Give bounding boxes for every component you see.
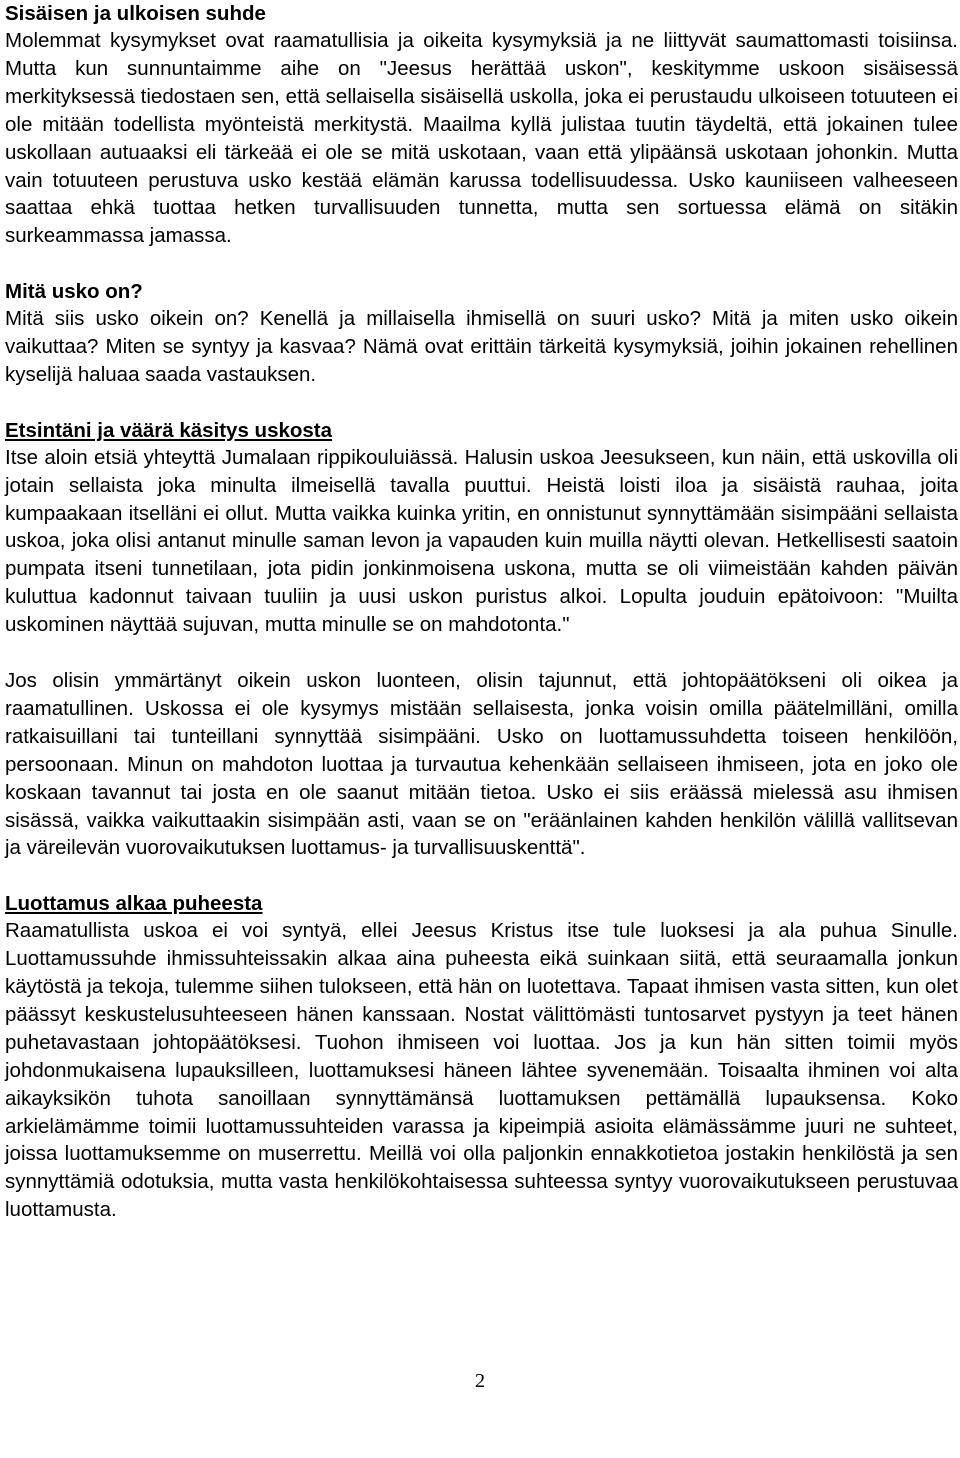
document-page <box>5 0 958 1224</box>
section-paragraph: Molemmat kysymykset ovat raamatullisia ja oikeita kysymyksiä ja ne liittyvät saumattomasti toisiinsa. Mutta kun sunnuntaimme aihe on "Jeesus herättää uskon", keskitymme uskoon sisäisessä merkityksessä tiedostaen sen, että sellaisella sisäisellä uskolla, joka ei perustaudu ulkoiseen totuuteen ei ole mitään todellista myönteistä merkitystä. Maailma kyllä julistaa tuutin täydeltä, että jokainen tulee uskollaan autuaaksi eli tärkeää ei ole se mitä uskotaan, vaan että ylipäänsä uskotaan johonkin. Mutta vain totuuteen perustuva usko kestää elämän karussa todellisuudessa. Usko kauniiseen valheeseen saattaa ehkä tuottaa hetken turvallisuuden tunnetta, mutta sen sortuessa elämä on sitäkin surkeammassa jamassa. <box>5 29 958 248</box>
paragraph-spacer <box>5 250 958 278</box>
section-heading: Luottamus alkaa puheesta <box>5 892 263 916</box>
page-number: 2 <box>474 1370 486 1392</box>
section-what-is-faith <box>5 278 958 389</box>
section-paragraph: Mitä siis usko oikein on? Kenellä ja millaisella ihmisellä on suuri usko? Mitä ja miten usko oikein vaikuttaa? Miten se syntyy ja kasvaa? Nämä ovat erittäin tärkeitä kysymyksiä, joihin jokainen rehellinen kyselijä haluaa saada vastauksen. <box>5 307 958 386</box>
section-heading: Mitä usko on? <box>5 280 143 304</box>
section-heading: Sisäisen ja ulkoisen suhde <box>5 2 266 25</box>
section-paragraph: Itse aloin etsiä yhteyttä Jumalaan rippikouluiässä. Halusin uskoa Jeesukseen, kun näin, että uskovilla oli jotain sellaista joka minulta ilmeisellä tavalla puuttui. Heistä loisti iloa ja sisäistä rauhaa, joita kumpaakaan itselläni ei ollut. Mutta vaikka kuinka yritin, en onnistunut synnyttämään sisimpääni sellaista uskoa, joka olisi antanut minulle saman levon ja vapauden kuin muilla näytti olevan. Hetkellisesti saatoin pumpata itseni tunnetilaan, jota pidin jonkinmoisena uskona, mutta se oli viimeistään kahden päivän kuluttua kadonnut taivaan tuuliin ja uusi uskon puristus alkoi. Lopulta jouduin epätoivoon: "Muilta uskominen näyttää sujuvan, mutta minulle se on mahdotonta." <box>5 445 958 637</box>
section-inner-outer <box>5 0 958 250</box>
section-paragraph: Raamatullista uskoa ei voi syntyä, ellei Jeesus Kristus itse tule luoksesi ja ala puhua Sinulle. Luottamussuhde ihmissuhteissakin alkaa aina puheesta eikä suinkaan siitä, että seuraamalla jonkun käytöstä ja tekoja, tulemme siihen tulokseen, että hän on luotettava. Tapaat ihmisen vasta sitten, kun olet päässyt keskustelusuhteeseen hänen kanssaan. Nostat välittömästi tuntosarvet pystyyn ja teet hänen puhetavastaan johtopäätöksesi. Tuohon ihmiseen voi luottaa. Jos ja kun hän sitten toimii myös johdonmukaisena lupauksilleen, luottamuksesi häneen lähtee syvenemään. Toisaalta ihminen voi alta aikayksikön tuhota sanoillaan synnyttämänsä luottamuksen pettämällä lupauksensa. Koko arkielämämme toimii luottamussuhteiden varassa ja kipeimpiä asioita elämässämme juuri ne suhteet, joissa luottamuksemme on muserrettu. Meillä voi olla paljonkin ennakkotietoa jostakin henkilöstä ja sen synnyttämiä odotuksia, mutta vasta henkilökohtaisessa suhteessa syntyy vuorovaikutukseen perustuvaa luottamusta. <box>5 919 958 1222</box>
section-my-search <box>5 417 958 863</box>
section-paragraph: Jos olisin ymmärtänyt oikein uskon luonteen, olisin tajunnut, että johtopäätökseni oli oikea ja raamatullinen. Uskossa ei ole kysymys mistään sellaisesta, jonka voisin omilla päätelmilläni, omilla ratkaisuillani tai tunteillani synnyttää sisimpääni. Usko on luottamussuhdetta toiseen henkilöön, persoonaan. Minun on mahdoton luottaa ja turvautua kehenkään sellaiseen ihmiseen, jota en joko ole koskaan tavannut tai josta en ole saanut mitään tietoa. Usko ei siis eräässä mielessä asu ihmisen sisässä, vaikka vaikuttaakin sisimpään asti, vaan se on "eräänlainen kahden henkilön välillä vallitsevan ja väreilevän vuorovaikutuksen luottamus- ja turvallisuuskenttä". <box>5 668 958 860</box>
paragraph-spacer <box>5 862 958 890</box>
section-trust-begins <box>5 890 958 1224</box>
section-heading: Etsintäni ja väärä käsitys uskosta <box>5 418 333 442</box>
paragraph-spacer <box>5 389 958 417</box>
paragraph-spacer <box>5 639 958 667</box>
